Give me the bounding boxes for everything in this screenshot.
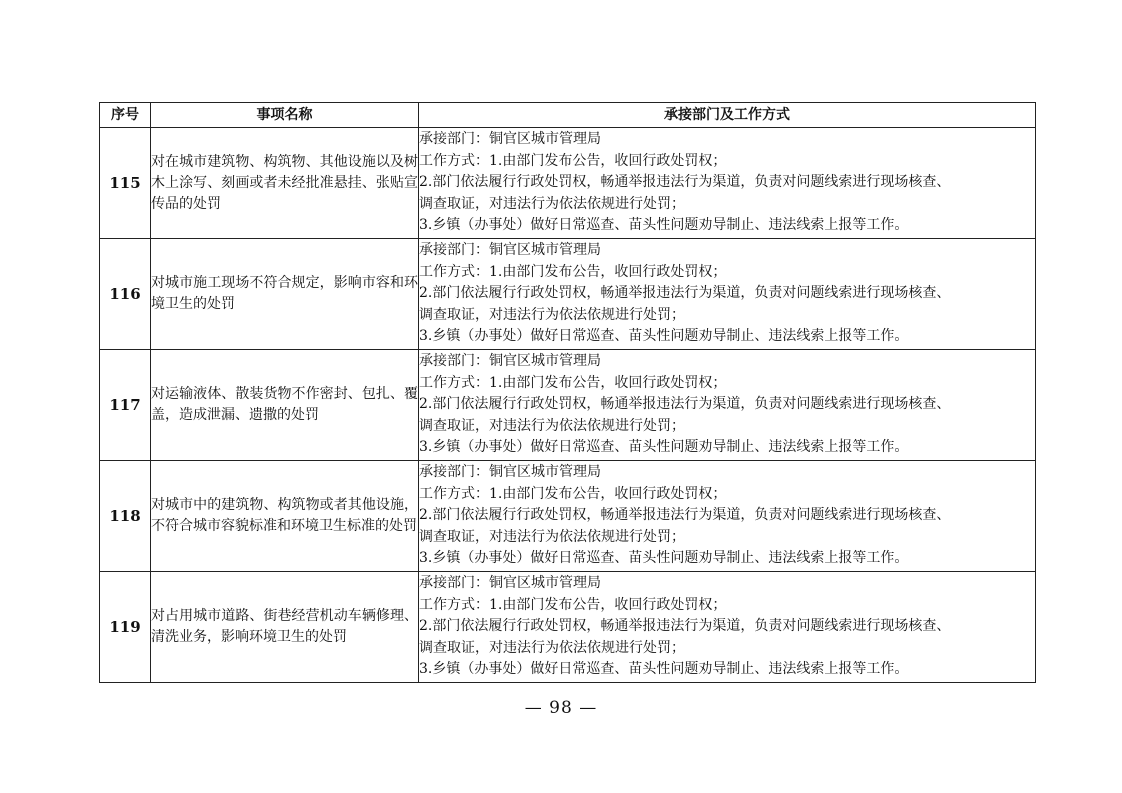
dept-line: 承接部门：铜官区城市管理局 — [419, 242, 601, 259]
dept-line: 调查取证，对违法行为依法依规进行处罚； — [419, 639, 685, 656]
row-item-name: 对占用城市道路、街巷经营机动车辆修理、清洗业务，影响环境卫生的处罚 — [151, 572, 419, 683]
dept-line: 3.乡镇（办事处）做好日常巡查、苗头性问题劝导制止、违法线索上报等工作。 — [419, 550, 909, 567]
matters-table — [99, 102, 1036, 683]
table-row — [100, 350, 1036, 461]
row-item-name: 对在城市建筑物、构筑物、其他设施以及树木上涂写、刻画或者未经批准悬挂、张贴宣传品的处罚 — [151, 128, 419, 239]
dept-line: 3.乡镇（办事处）做好日常巡查、苗头性问题劝导制止、违法线索上报等工作。 — [419, 328, 909, 345]
dept-line: 工作方式：1.由部门发布公告，收回行政处罚权； — [419, 374, 727, 391]
row-item-name: 对运输液体、散装货物不作密封、包扎、覆盖，造成泄漏、遗撒的处罚 — [151, 350, 419, 461]
dept-line: 工作方式：1.由部门发布公告，收回行政处罚权； — [419, 485, 727, 502]
row-department-method — [419, 239, 1036, 350]
dept-line: 承接部门：铜官区城市管理局 — [419, 131, 601, 148]
dept-line: 调查取证，对违法行为依法依规进行处罚； — [419, 195, 685, 212]
row-serial-no: 118 — [100, 461, 151, 572]
dept-line: 工作方式：1.由部门发布公告，收回行政处罚权； — [419, 152, 727, 169]
header-serial-no: 序号 — [100, 103, 151, 128]
dept-line: 2.部门依法履行行政处罚权，畅通举报违法行为渠道，负责对问题线索进行现场核查、 — [419, 507, 951, 524]
dept-line: 3.乡镇（办事处）做好日常巡查、苗头性问题劝导制止、违法线索上报等工作。 — [419, 661, 909, 678]
row-department-method — [419, 572, 1036, 683]
table-body — [100, 128, 1036, 683]
table-row — [100, 239, 1036, 350]
table-header-row — [100, 103, 1036, 128]
dept-line: 3.乡镇（办事处）做好日常巡查、苗头性问题劝导制止、违法线索上报等工作。 — [419, 217, 909, 234]
header-department-method: 承接部门及工作方式 — [419, 103, 1036, 128]
dept-line: 承接部门：铜官区城市管理局 — [419, 575, 601, 592]
row-department-method — [419, 350, 1036, 461]
dept-line: 2.部门依法履行行政处罚权，畅通举报违法行为渠道，负责对问题线索进行现场核查、 — [419, 285, 951, 302]
table-row — [100, 128, 1036, 239]
dept-line: 调查取证，对违法行为依法依规进行处罚； — [419, 417, 685, 434]
dept-line: 工作方式：1.由部门发布公告，收回行政处罚权； — [419, 263, 727, 280]
row-serial-no: 116 — [100, 239, 151, 350]
dept-line: 调查取证，对违法行为依法依规进行处罚； — [419, 528, 685, 545]
page-number: — 98 — — [524, 698, 598, 718]
row-item-name: 对城市施工现场不符合规定，影响市容和环境卫生的处罚 — [151, 239, 419, 350]
header-item-name: 事项名称 — [151, 103, 419, 128]
dept-line: 2.部门依法履行行政处罚权，畅通举报违法行为渠道，负责对问题线索进行现场核查、 — [419, 396, 951, 413]
row-department-method — [419, 128, 1036, 239]
dept-line: 2.部门依法履行行政处罚权，畅通举报违法行为渠道，负责对问题线索进行现场核查、 — [419, 618, 951, 635]
table-row — [100, 572, 1036, 683]
table-row — [100, 461, 1036, 572]
dept-line: 承接部门：铜官区城市管理局 — [419, 353, 601, 370]
dept-line: 承接部门：铜官区城市管理局 — [419, 464, 601, 481]
dept-line: 2.部门依法履行行政处罚权，畅通举报违法行为渠道，负责对问题线索进行现场核查、 — [419, 174, 951, 191]
row-serial-no: 115 — [100, 128, 151, 239]
row-department-method — [419, 461, 1036, 572]
dept-line: 工作方式：1.由部门发布公告，收回行政处罚权； — [419, 596, 727, 613]
dept-line: 3.乡镇（办事处）做好日常巡查、苗头性问题劝导制止、违法线索上报等工作。 — [419, 439, 909, 456]
row-item-name: 对城市中的建筑物、构筑物或者其他设施，不符合城市容貌标准和环境卫生标准的处罚 — [151, 461, 419, 572]
row-serial-no: 117 — [100, 350, 151, 461]
row-serial-no: 119 — [100, 572, 151, 683]
dept-line: 调查取证，对违法行为依法依规进行处罚； — [419, 306, 685, 323]
